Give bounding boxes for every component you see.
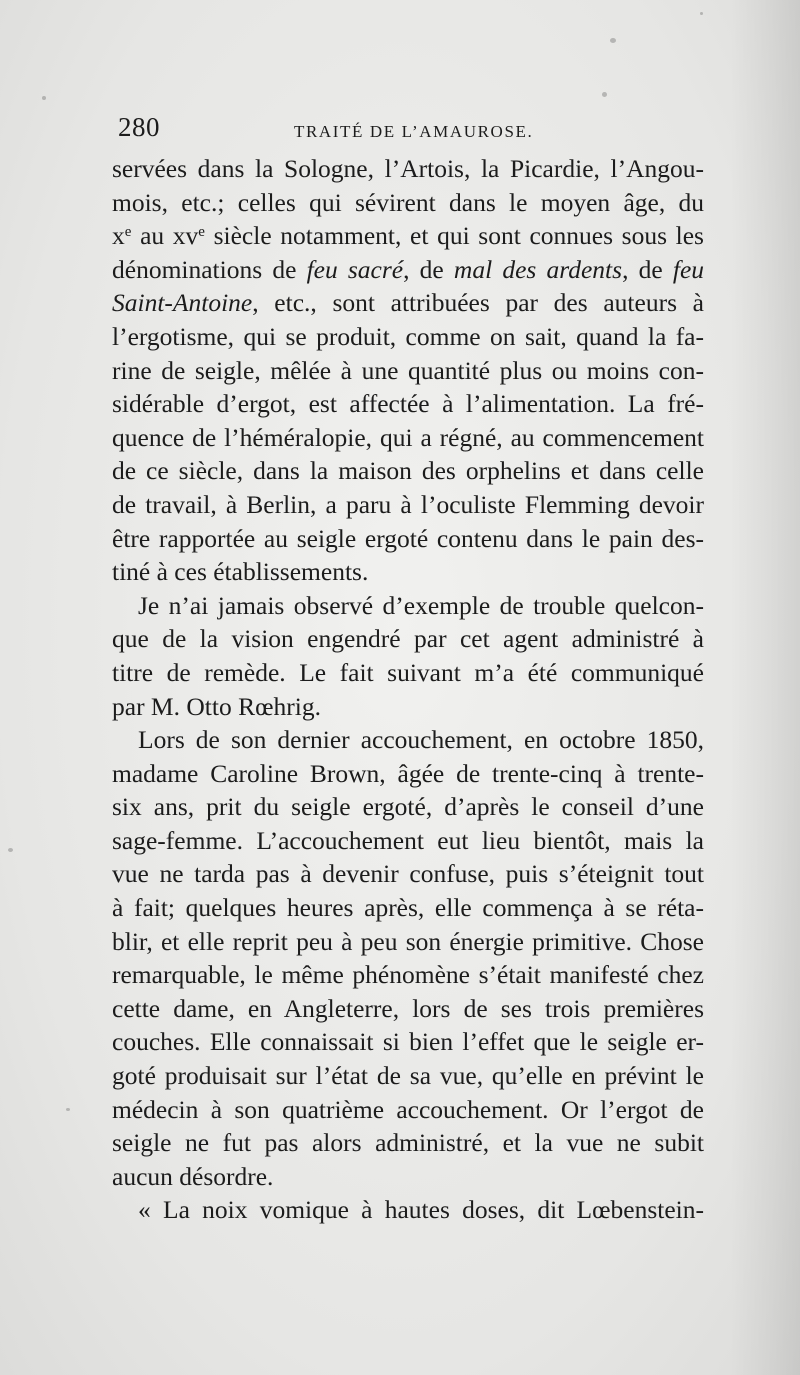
text-line: être rapportée au seigle ergoté contenu dans le pain des-: [112, 523, 704, 553]
text-line: l’ergotisme, qui se produit, comme on sait, quand la fa-: [112, 321, 704, 351]
body-text: [112, 152, 704, 1227]
text-line: par M. Otto Rœhrig.: [112, 691, 321, 721]
paper-speck: [700, 12, 703, 15]
text-line: cette dame, en Angleterre, lors de ses trois premières: [112, 993, 704, 1023]
page-number: 280: [118, 112, 160, 142]
text-line: Saint-Antoine, etc., sont attribuées par des auteurs à: [112, 288, 704, 318]
text-line: blir, et elle reprit peu à peu son énergie primitive. Chose: [112, 926, 704, 956]
running-head: TRAITÉ DE L’AMAUROSE.: [294, 122, 534, 141]
text-line: $x^e$ au $xv^e$ siècle notamment, et qui sont connues sous les: [112, 221, 704, 251]
text-line: titre de remède. Le fait suivant m’a été communiqué: [112, 657, 704, 687]
text-line: vue ne tarda pas à devenir confuse, puis s’éteignit tout: [112, 859, 704, 889]
text-line: de travail, à Berlin, a paru à l’oculiste Flemming devoir: [112, 489, 704, 519]
text-line: madame Caroline Brown, âgée de trente-cinq à trente-: [112, 758, 704, 788]
text-line: dénominations de feu sacré, de mal des ardents, de feu: [112, 254, 705, 284]
text-line: Lors de son dernier accouchement, en octobre 1850,: [138, 725, 704, 755]
text-line: rine de seigle, mêlée à une quantité plus ou moins con-: [112, 355, 704, 385]
paper-speck: [610, 38, 616, 43]
text-line: seigle ne fut pas alors administré, et la vue ne subit: [112, 1128, 704, 1158]
text-line: servées dans la Sologne, l’Artois, la Picardie, l’Angou-: [112, 154, 704, 183]
paper-speck: [42, 96, 46, 100]
text-line: six ans, prit du seigle ergoté, d’après le conseil d’une: [112, 792, 704, 822]
text-line: mois, etc.; celles qui sévirent dans le moyen âge, du: [112, 187, 704, 217]
text-line: goté produisait sur l’état de sa vue, qu’elle en prévint le: [112, 1061, 704, 1091]
text-line: remarquable, le même phénomène s’était manifesté chez: [112, 960, 704, 990]
text-line: Je n’ai jamais observé d’exemple de trouble quelcon-: [138, 590, 704, 620]
text-line: tiné à ces établissements.: [112, 557, 369, 587]
text-line: quence de l’héméralopie, qui a régné, au commencement: [112, 422, 704, 452]
text-line: aucun désordre.: [112, 1161, 274, 1191]
text-line: sidérable d’ergot, est affectée à l’alimentation. La fré-: [112, 389, 704, 419]
paper-speck: [8, 848, 13, 852]
paper-speck: [602, 92, 607, 97]
paper-speck: [66, 1108, 70, 1111]
text-line: sage-femme. L’accouchement eut lieu bientôt, mais la: [112, 825, 704, 855]
page-header: [118, 112, 698, 152]
text-line: couches. Elle connaissait si bien l’effet que le seigle er-: [112, 1027, 704, 1057]
text-line: à fait; quelques heures après, elle commença à se réta-: [112, 893, 704, 923]
page-gutter-shadow: [730, 0, 800, 1375]
text-line: que de la vision engendré par cet agent administré à: [112, 624, 704, 654]
text-line: médecin à son quatrième accouchement. Or l’ergot de: [112, 1094, 704, 1124]
text-line: « La noix vomique à hautes doses, dit Lœbenstein-: [138, 1195, 704, 1225]
text-line: de ce siècle, dans la maison des orphelins et dans celle: [112, 456, 704, 486]
